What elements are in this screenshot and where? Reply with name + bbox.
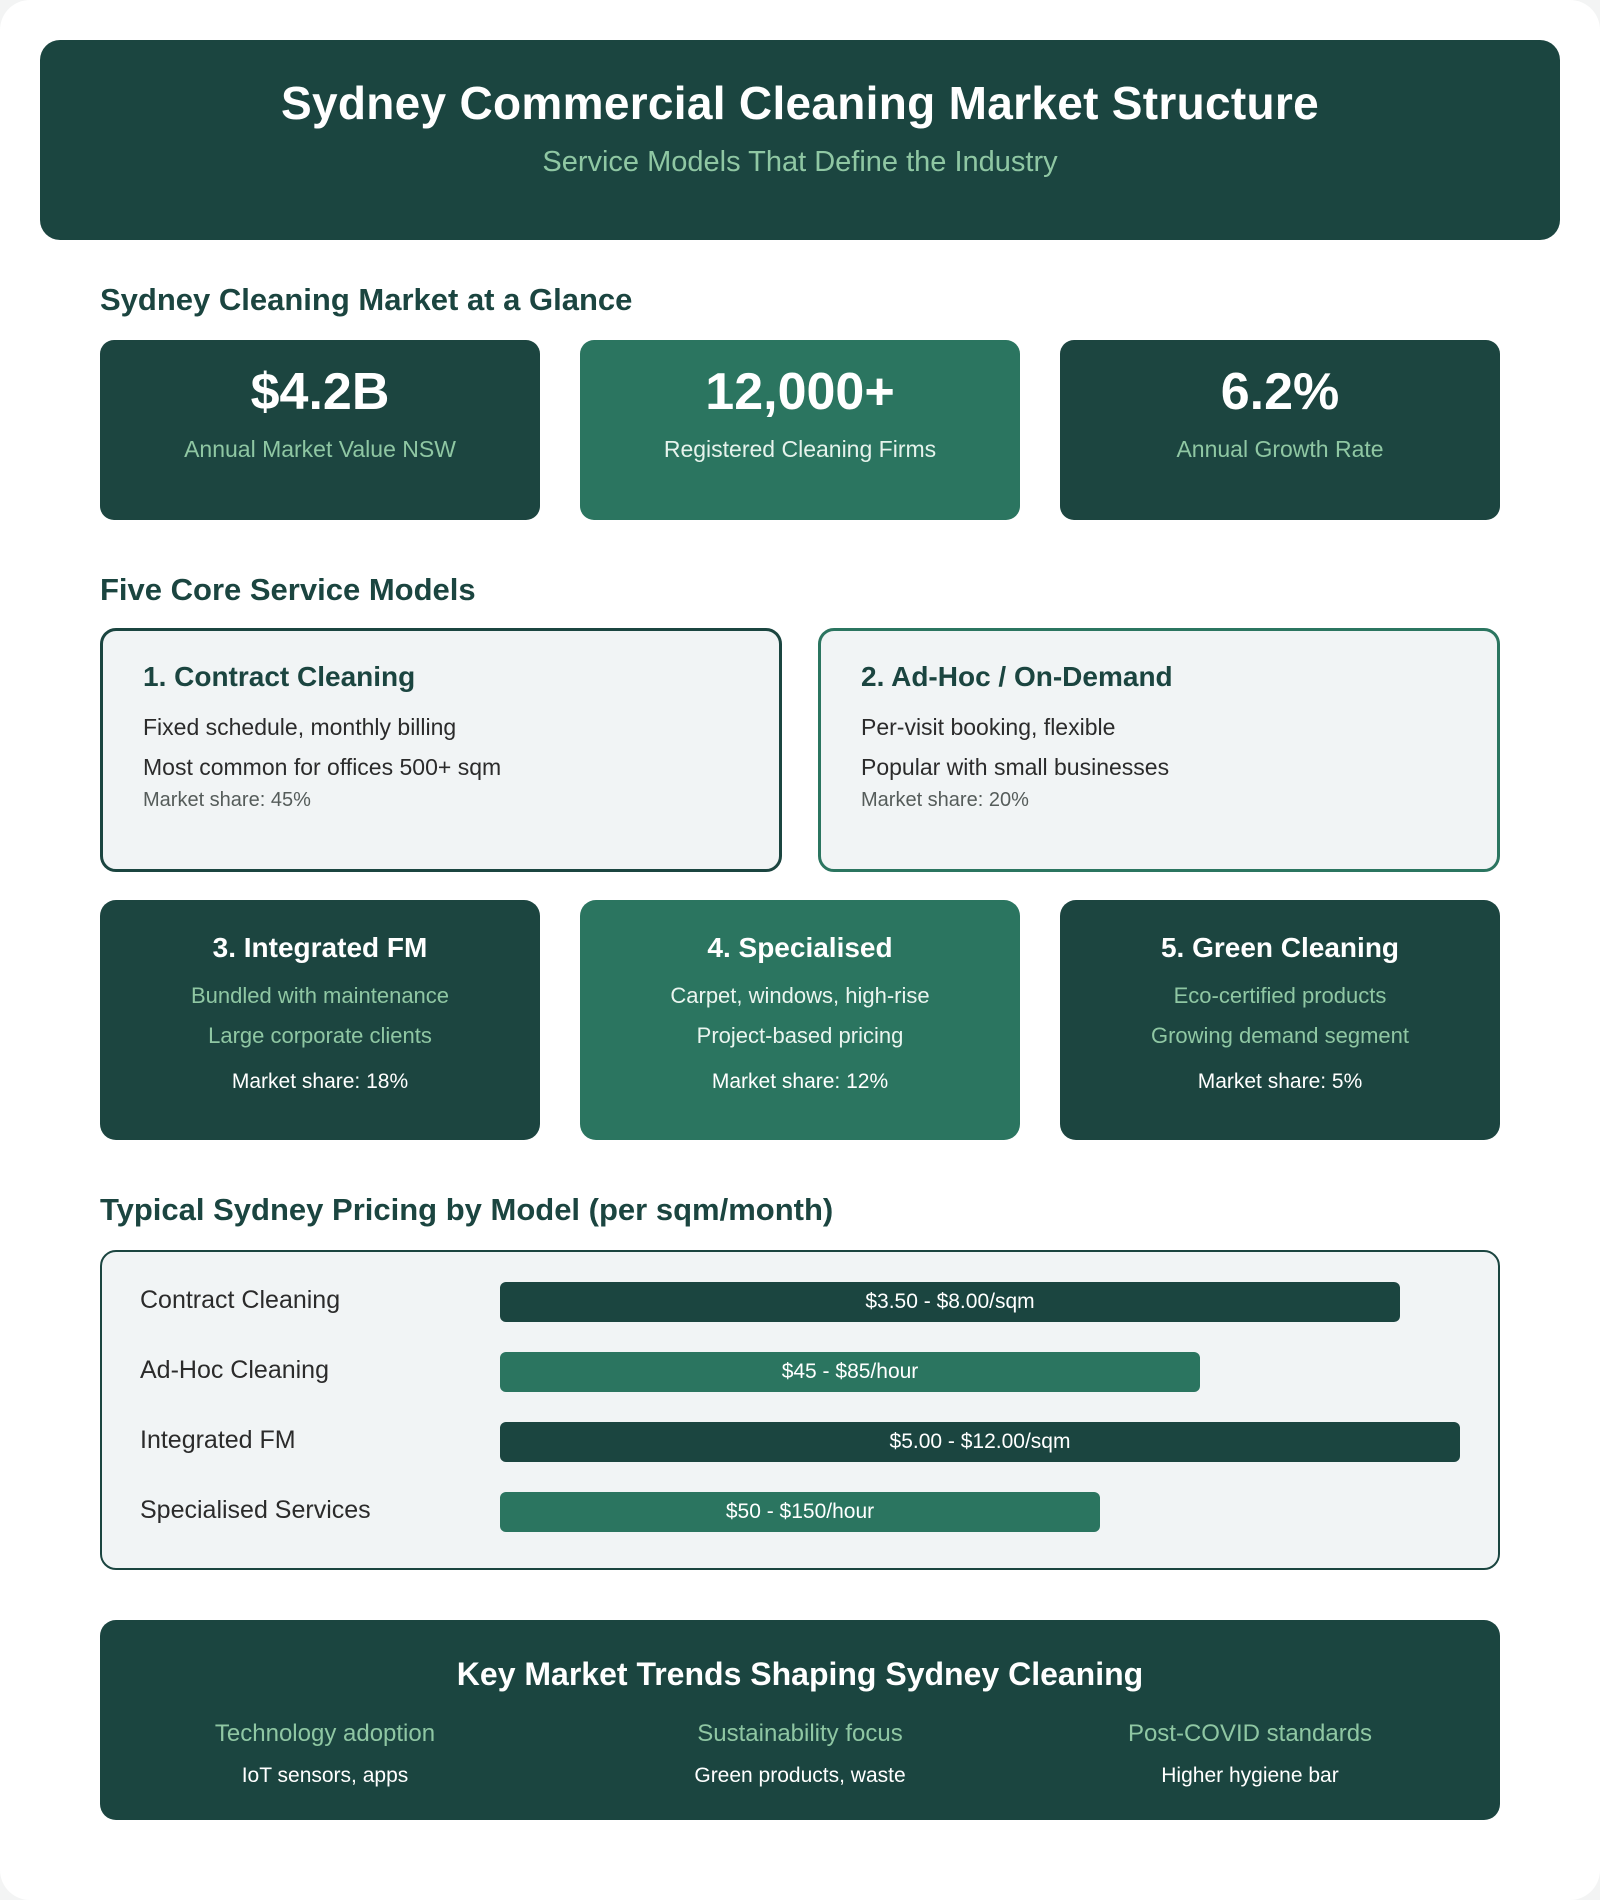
trends-banner — [100, 1620, 1500, 1820]
trends-title: Key Market Trends Shaping Sydney Cleaning — [456, 1656, 1144, 1692]
pricing-row — [102, 1492, 1498, 1532]
trend-item — [1025, 1720, 1475, 1788]
stat-label: Annual Market Value NSW — [184, 436, 456, 462]
trend-item — [100, 1720, 550, 1788]
model-card-specialised — [580, 900, 1020, 1140]
pricing-bar: $50 - $150/hour — [500, 1492, 1100, 1532]
model-title: 4. Specialised — [707, 932, 893, 963]
model-market-share: Market share: 18% — [231, 1070, 409, 1093]
model-title: 3. Integrated FM — [212, 932, 428, 963]
pricing-bar: $45 - $85/hour — [500, 1352, 1200, 1392]
stat-card-market-value — [100, 340, 540, 520]
glance-section-title: Sydney Cleaning Market at a Glance — [100, 282, 633, 317]
model-description: Per-visit booking, flexible — [861, 714, 1116, 740]
model-card-integrated-fm — [100, 900, 540, 1140]
pricing-model-name: Integrated FM — [140, 1426, 296, 1454]
trend-title: Post-COVID standards — [1127, 1720, 1373, 1747]
pricing-row — [102, 1422, 1498, 1462]
stat-card-firms — [580, 340, 1020, 520]
header-banner — [40, 40, 1560, 240]
trend-title: Technology adoption — [214, 1720, 436, 1747]
trend-detail: Green products, waste — [694, 1764, 906, 1787]
stat-value: $4.2B — [250, 363, 390, 421]
model-card-ad-hoc — [818, 628, 1500, 872]
pricing-bar: $5.00 - $12.00/sqm — [500, 1422, 1460, 1462]
stat-card-growth — [1060, 340, 1500, 520]
trend-detail: IoT sensors, apps — [241, 1764, 409, 1787]
stat-value: 6.2% — [1220, 363, 1340, 421]
pricing-row — [102, 1282, 1498, 1322]
model-market-share: Market share: 20% — [861, 789, 1029, 811]
stat-label: Registered Cleaning Firms — [663, 436, 937, 462]
pricing-bar: $3.50 - $8.00/sqm — [500, 1282, 1400, 1322]
model-description: Most common for offices 500+ sqm — [143, 754, 502, 780]
model-title: 1. Contract Cleaning — [143, 661, 416, 692]
page-subtitle: Service Models That Define the Industry — [542, 146, 1058, 178]
model-market-share: Market share: 5% — [1197, 1070, 1363, 1093]
pricing-section-title: Typical Sydney Pricing by Model (per sqm/month) — [100, 1192, 834, 1227]
pricing-model-name: Contract Cleaning — [140, 1286, 341, 1314]
trend-title: Sustainability focus — [697, 1720, 903, 1747]
model-description: Bundled with maintenance — [190, 983, 450, 1008]
model-market-share: Market share: 45% — [143, 789, 311, 811]
model-description: Fixed schedule, monthly billing — [143, 714, 457, 740]
pricing-panel — [100, 1250, 1500, 1570]
pricing-row — [102, 1352, 1498, 1392]
model-title: 2. Ad-Hoc / On-Demand — [861, 661, 1173, 692]
model-market-share: Market share: 12% — [711, 1070, 889, 1093]
trend-detail: Higher hygiene bar — [1161, 1764, 1339, 1787]
pricing-model-name: Ad-Hoc Cleaning — [140, 1356, 329, 1384]
model-description: Popular with small businesses — [861, 754, 1170, 780]
model-description: Large corporate clients — [208, 1023, 432, 1048]
model-description: Project-based pricing — [696, 1023, 904, 1048]
stat-value: 12,000+ — [705, 363, 895, 421]
trend-item — [575, 1720, 1025, 1788]
model-description: Eco-certified products — [1173, 983, 1387, 1008]
model-description: Carpet, windows, high-rise — [670, 983, 930, 1008]
models-section-title: Five Core Service Models — [100, 572, 476, 607]
model-title: 5. Green Cleaning — [1160, 932, 1400, 963]
model-card-contract-cleaning — [100, 628, 782, 872]
model-description: Growing demand segment — [1150, 1023, 1410, 1048]
pricing-model-name: Specialised Services — [140, 1496, 371, 1524]
stat-label: Annual Growth Rate — [1176, 436, 1384, 462]
page-title: Sydney Commercial Cleaning Market Structure — [281, 77, 1319, 129]
model-card-green-cleaning — [1060, 900, 1500, 1140]
